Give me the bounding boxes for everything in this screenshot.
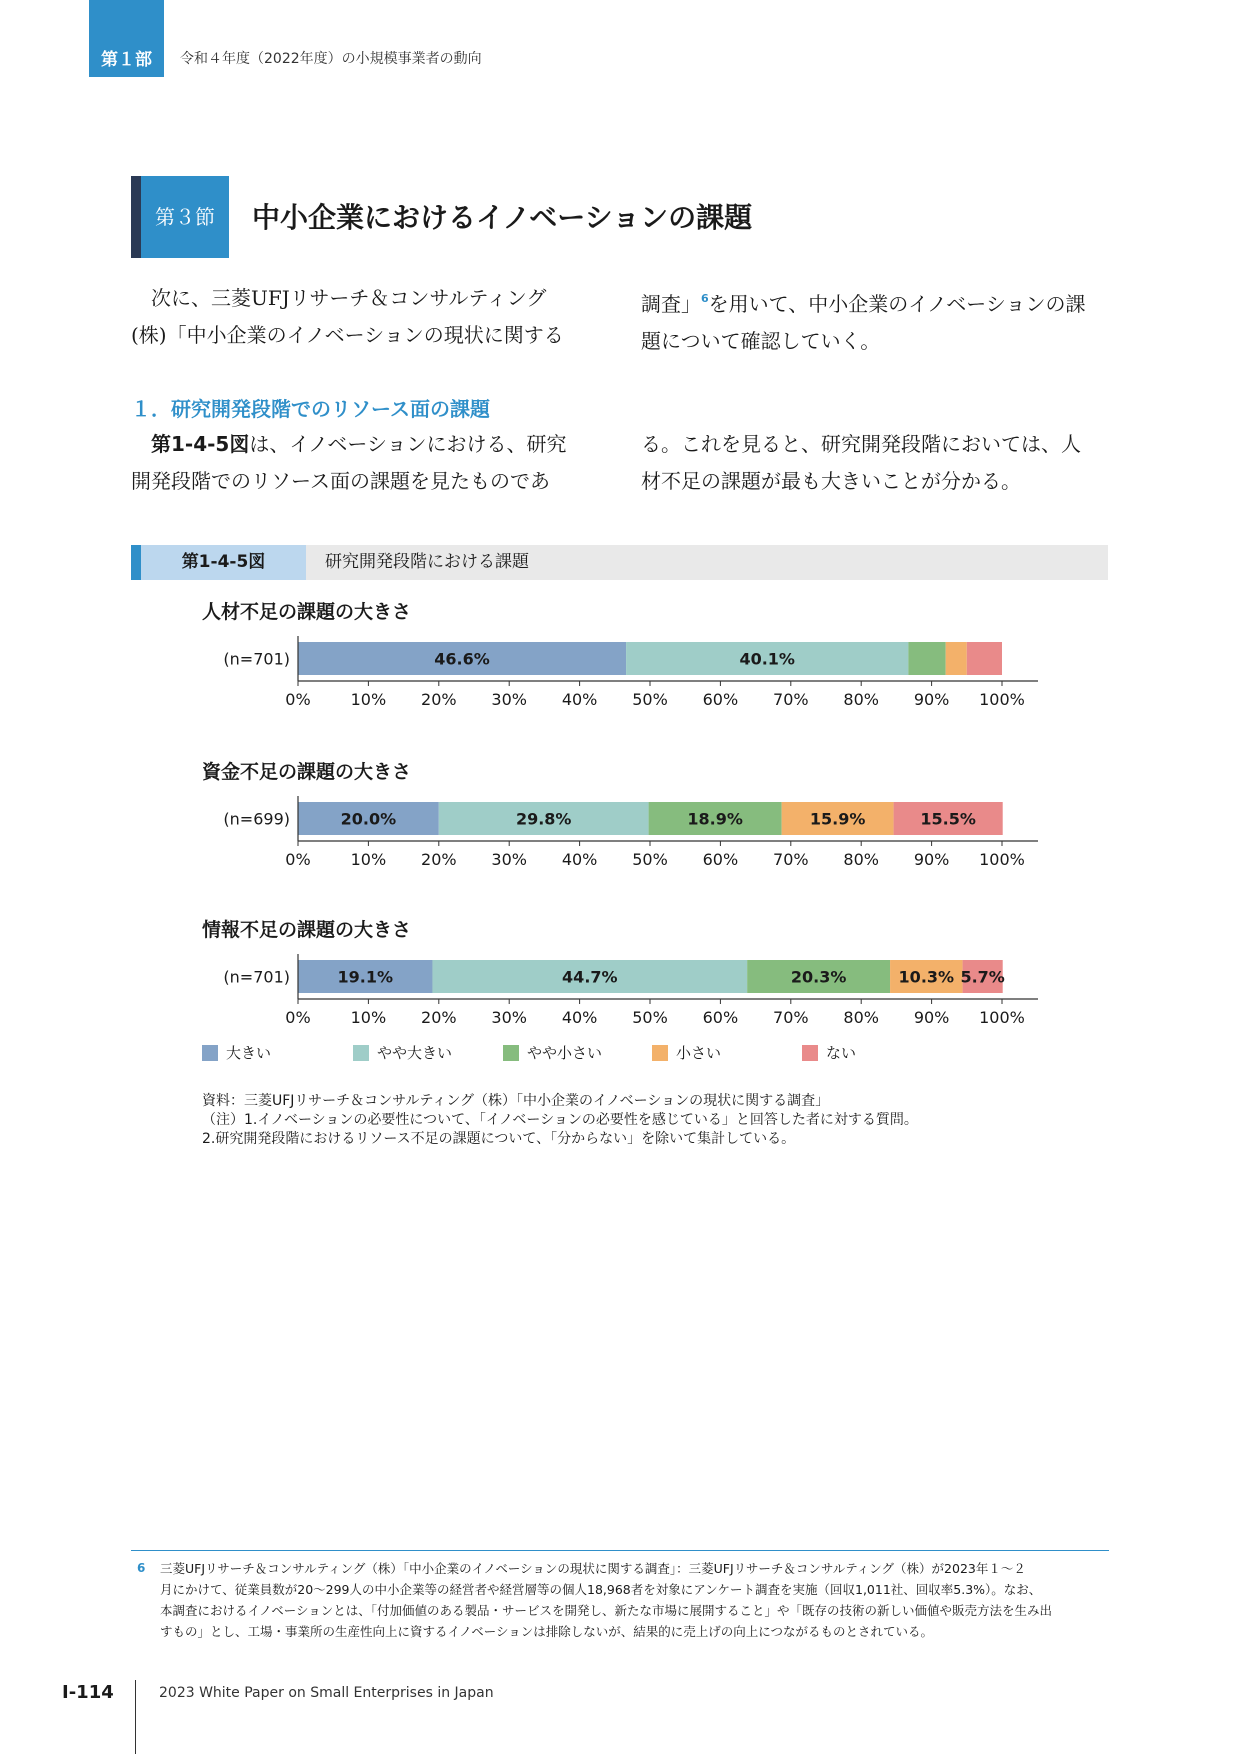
running-header: 令和４年度（2022年度）の小規模事業者の動向 (180, 51, 482, 67)
tick-label: 40% (561, 850, 598, 869)
data-label: 5.7% (960, 967, 1005, 987)
intro-col1-line1: 次に、三菱UFJリサーチ＆コンサルティング (151, 286, 547, 310)
tick-label: 50% (632, 1008, 668, 1027)
tick-label: 70% (773, 1008, 809, 1027)
figure-notes (202, 1092, 918, 1149)
data-label: 10.3% (898, 967, 955, 987)
legend-item-small: 小さい (652, 1042, 721, 1063)
tick-label: 0% (285, 1008, 311, 1027)
footer-divider (135, 1680, 136, 1754)
chart-title: 資金不足の課題の大きさ (202, 761, 412, 783)
bar-segment (946, 642, 967, 675)
tick-label: 30% (491, 850, 527, 869)
legend-swatch (652, 1045, 668, 1061)
section-title: 中小企業におけるイノベーションの課題 (252, 201, 753, 234)
data-label: 20.3% (790, 967, 847, 987)
data-label: 15.9% (809, 809, 866, 829)
legend-item-somewhat-large: やや大きい (353, 1042, 452, 1063)
tick-label: 10% (350, 1008, 387, 1027)
category-label: (n=701) (223, 649, 290, 669)
page-number: Ⅰ-114 (62, 1682, 114, 1703)
body-col1-line2: 開発段階でのリソース面の課題を見たものであ (131, 469, 550, 493)
source-note: 資料：三菱UFJリサーチ＆コンサルティング（株）「中小企業のイノベーションの現状に関する調査」 (202, 1093, 830, 1109)
tick-label: 80% (843, 1008, 879, 1027)
footnote-number: 6 (137, 1561, 146, 1575)
figure-number: 第1-4-5図 (141, 545, 306, 580)
tick-label: 0% (285, 690, 311, 709)
tick-label: 30% (491, 1008, 527, 1027)
note-2: 2.研究開発段階におけるリソース不足の課題について、「分からない」を除いて集計している。 (202, 1131, 796, 1147)
tick-label: 0% (285, 850, 311, 869)
tick-label: 10% (350, 690, 387, 709)
footnote-rule (131, 1550, 1109, 1551)
legend-item-large: 大きい (202, 1042, 271, 1063)
tick-label: 20% (421, 1008, 457, 1027)
bar-segment (908, 642, 945, 675)
legend-swatch (202, 1045, 218, 1061)
tick-label: 100% (979, 690, 1025, 709)
data-label: 15.5% (920, 809, 976, 829)
tick-label: 80% (843, 850, 879, 869)
legend-swatch (503, 1045, 519, 1061)
subsection-title: １．研究開発段階でのリソース面の課題 (131, 397, 490, 421)
intro-col2-line1-a: 調査」 (641, 292, 701, 316)
tick-label: 70% (773, 850, 809, 869)
legend-item-none: ない (802, 1042, 856, 1063)
data-label: 20.0% (340, 809, 397, 829)
tick-label: 90% (913, 690, 950, 709)
tick-label: 30% (491, 690, 527, 709)
tick-label: 90% (913, 850, 950, 869)
data-label: 18.9% (687, 809, 743, 829)
tick-label: 60% (702, 690, 739, 709)
tick-label: 40% (561, 1008, 598, 1027)
footnote-line: 月にかけて、従業員数が20～299人の中小企業等の経営者や経営層等の個人18,968者を対象にアンケート調査を実施（回収1,011社、回収率5.3%）。なお、 (160, 1582, 1042, 1597)
figure-title: 研究開発段階における課題 (325, 552, 529, 572)
footnote-line: 三菱UFJリサーチ＆コンサルティング（株）「中小企業のイノベーションの現状に関する調査」：三菱UFJリサーチ＆コンサルティング（株）が2023年１～２ (160, 1561, 1026, 1576)
category-label: (n=699) (223, 809, 290, 829)
tick-label: 20% (421, 850, 457, 869)
legend-swatch (353, 1045, 369, 1061)
intro-col2-line2: 題について確認していく。 (641, 329, 881, 353)
footnote-line: 本調査におけるイノベーションとは、「付加価値のある製品・サービスを開発し、新たな市場に展開すること」や「既存の技術の新しい価値や販売方法を生み出 (160, 1603, 1053, 1618)
tick-label: 70% (773, 690, 809, 709)
body-col2-line2: 材不足の課題が最も大きいことが分かる。 (641, 469, 1021, 493)
body-col2-line1: る。これを見ると、研究開発段階においては、人 (641, 432, 1081, 456)
part-label: 第１部 (101, 50, 152, 70)
data-label: 46.6% (434, 649, 490, 669)
figure-reference: 第1-4-5図 (151, 432, 250, 456)
tick-label: 60% (702, 850, 739, 869)
bar-segment (967, 642, 1002, 675)
legend-item-somewhat-small: やや小さい (503, 1042, 602, 1063)
data-label: 29.8% (515, 809, 572, 829)
body-col1-line1-text: は、イノベーションにおける、研究 (249, 432, 567, 456)
category-label: (n=701) (223, 967, 290, 987)
intro-col2-line1-b: を用いて、中小企業のイノベーションの課 (708, 292, 1086, 316)
tick-label: 100% (979, 1008, 1025, 1027)
data-label: 19.1% (337, 967, 393, 987)
tick-label: 90% (913, 1008, 950, 1027)
tick-label: 50% (632, 690, 668, 709)
publication-title: 2023 White Paper on Small Enterprises in Japan (159, 1685, 494, 1701)
tick-label: 10% (350, 850, 387, 869)
note-1: （注）1.イノベーションの必要性について、「イノベーションの必要性を感じている」と回答した者に対する質問。 (202, 1112, 918, 1128)
tick-label: 100% (979, 850, 1025, 869)
tick-label: 40% (561, 690, 598, 709)
chart-title: 情報不足の課題の大きさ (202, 919, 412, 941)
intro-col1-line2: (株)「中小企業のイノベーションの現状に関する (131, 323, 564, 347)
tick-label: 80% (843, 690, 879, 709)
data-label: 44.7% (562, 967, 618, 987)
legend-swatch (802, 1045, 818, 1061)
section-number: 第３節 (141, 176, 229, 258)
chart-title: 人材不足の課題の大きさ (202, 601, 412, 623)
tick-label: 20% (421, 690, 457, 709)
tick-label: 50% (632, 850, 668, 869)
tick-label: 60% (702, 1008, 739, 1027)
footnote-text (160, 1558, 1110, 1642)
footnote-ref[interactable]: 6 (701, 292, 709, 305)
data-label: 40.1% (739, 649, 795, 669)
footnote-line: すもの」とし、工場・事業所の生産性向上に資するイノベーションは排除しないが、結果的に売上げの向上につながるものとされている。 (160, 1624, 934, 1639)
